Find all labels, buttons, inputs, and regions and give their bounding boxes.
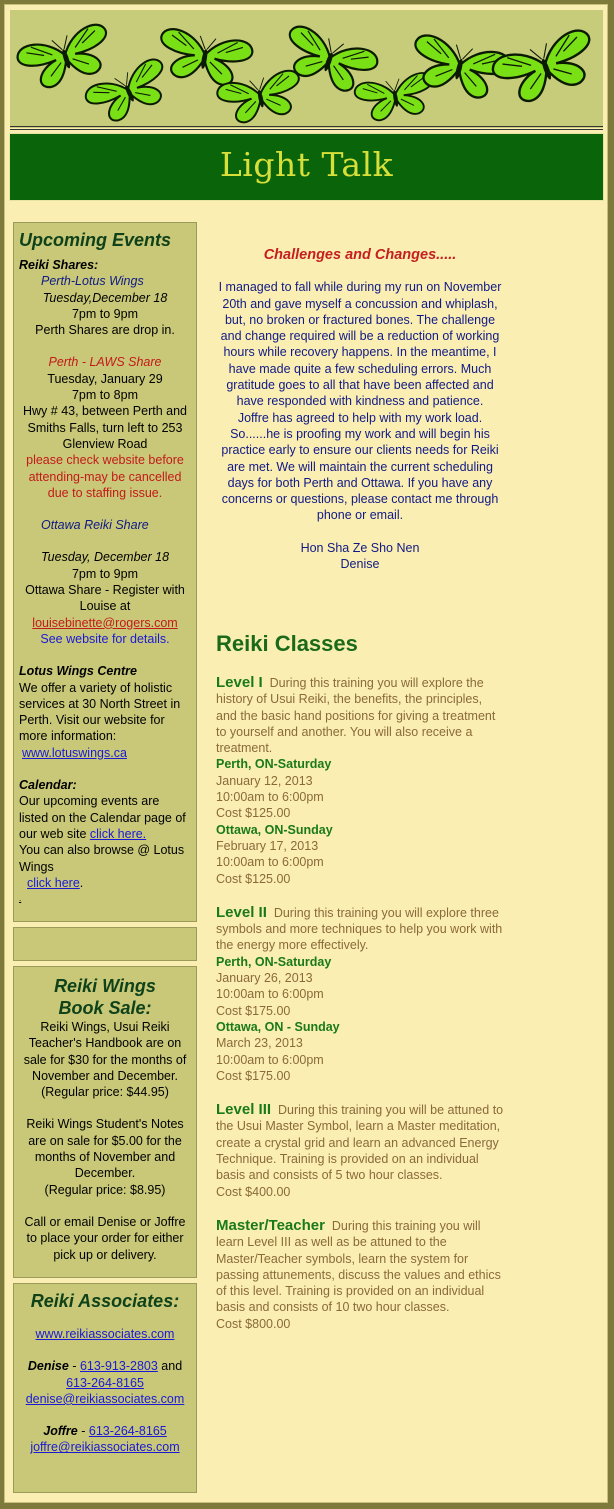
- perth-laws-time: 7pm to 8pm: [71, 388, 138, 403]
- joffre-name: Joffre: [43, 1424, 78, 1439]
- and-text: and: [161, 1359, 183, 1374]
- article: [214, 247, 506, 572]
- level1-block: [216, 675, 506, 887]
- associates-heading: Reiki Associates:: [30, 1291, 180, 1311]
- banner-divider: [10, 126, 603, 127]
- perth-laws-name: Perth - LAWS Share: [48, 355, 162, 370]
- level1-title: Level I: [216, 674, 263, 691]
- joffre-phone-link[interactable]: 613-264-8165: [88, 1424, 167, 1439]
- level3-block: [216, 1102, 506, 1200]
- calendar-title: Calendar:: [19, 778, 77, 793]
- perth-lotus-time: 7pm to 9pm: [71, 306, 138, 321]
- page-frame: [4, 4, 608, 1503]
- level2-date1: January 26, 2013: [216, 971, 313, 986]
- perth-laws-date: Tuesday, January 29: [47, 371, 163, 386]
- article-p2: Joffre has agreed to help with my work load. So......he is proofing my work and will begin his practice early to ensure our clients needs for Reiki are met. We will maintain the current scheduling days for both Perth and Ottawa. If you have any concerns or questions, please contact me through phone or email.: [221, 410, 499, 523]
- article-title: Challenges and Changes.....: [263, 247, 457, 263]
- article-signoff: Hon Sha Ze Sho Nen: [300, 540, 420, 555]
- associates-website-link[interactable]: www.reikiassociates.com: [35, 1327, 175, 1341]
- level2-title: Level II: [216, 903, 267, 921]
- article-p1: I managed to fall while during my run on November 20th and gave myself a concussion and whiplash, but, no broken or fractured bones. The challenge and change required will be a reduction of working hours while recovery happens. In the meantime, I have made quite a few scheduling errors. Much gratitude goes to all that have been affected and have responded with kindness and patience.: [218, 280, 502, 409]
- level1-desc: During this training you will explore the history of Usui Reiki, the benefits, the principles, and the basic hand positions for giving a treatment to yourself and another. You will also receive a treatment.: [216, 676, 496, 756]
- level1-cost2: Cost $125.00: [216, 871, 291, 886]
- ottawa-share-note: Ottawa Share - Register with Louise at: [25, 583, 185, 614]
- louise-email-link[interactable]: louisebinette@rogers.com: [32, 615, 178, 630]
- ottawa-share-name: Ottawa Reiki Share: [41, 518, 149, 533]
- perth-laws-address: Hwy # 43, between Perth and Smiths Falls, turn left to 253 Glenview Road: [23, 404, 187, 451]
- classes-heading: Reiki Classes: [216, 631, 358, 656]
- master-cost: Cost $800.00: [216, 1316, 291, 1331]
- joffre-email-link[interactable]: joffre@reikiassociates.com: [30, 1440, 180, 1455]
- level2-cost2: Cost $175.00: [216, 1068, 291, 1083]
- calendar-link[interactable]: click here.: [89, 826, 147, 841]
- perth-lotus-name: Perth-Lotus Wings: [41, 274, 144, 289]
- denise-phone-link[interactable]: 613-913-2803: [79, 1359, 158, 1374]
- lotuswings-calendar-link[interactable]: click here: [27, 875, 80, 890]
- level2-time2: 10:00am to 6:00pm: [216, 1052, 324, 1067]
- book-sale-p2: Reiki Wings Student's Notes are on sale for $5.00 for the months of November and December.: [26, 1117, 184, 1181]
- level2-date2: March 23, 2013: [216, 1036, 303, 1051]
- master-title: Master/Teacher: [216, 1216, 325, 1234]
- butterfly-icon: [155, 27, 254, 89]
- level2-desc: During this training you will explore three symbols and more techniques to help you work with the energy more effectively.: [216, 905, 503, 953]
- ottawa-share-date: Tuesday, December 18: [40, 550, 170, 565]
- book-sale-p1: Reiki Wings, Usui Reiki Teacher's Handbook are on sale for $30 for the months of November and December.: [23, 1020, 187, 1083]
- perth-lotus-note: Perth Shares are drop in.: [35, 323, 175, 338]
- level2-block: [216, 905, 506, 1084]
- perth-laws-warning: please check website before attending-may be cancelled due to staffing issue.: [26, 453, 184, 500]
- level1-cost1: Cost $125.00: [216, 806, 291, 821]
- denise-phone2-link[interactable]: 613-264-8165: [66, 1375, 144, 1390]
- butterfly-banner: [10, 10, 603, 128]
- banner-divider: [10, 129, 603, 130]
- book-sale-p3: Call or email Denise or Joffre to place your order for either pick up or delivery.: [24, 1214, 186, 1262]
- reiki-shares-label: Reiki Shares:: [19, 258, 99, 272]
- calendar-text2: You can also browse @ Lotus Wings: [19, 843, 185, 874]
- level1-date1: January 12, 2013: [216, 773, 313, 788]
- tiny-link[interactable]: .: [19, 894, 22, 904]
- calendar-text: Our upcoming events are listed on the Calendar page of our web site click here.: [19, 794, 186, 841]
- denise-email-link[interactable]: denise@reikiassociates.com: [25, 1391, 185, 1406]
- lotuswings-link[interactable]: www.lotuswings.ca: [22, 745, 127, 760]
- upcoming-events-heading: Upcoming Events: [19, 230, 172, 250]
- level1-date2: February 17, 2013: [216, 838, 319, 853]
- book-sale-heading: Reiki Wings Book Sale:: [54, 976, 156, 1018]
- level2-loc2: Ottawa, ON - Sunday: [216, 1019, 340, 1034]
- book-sale-p2-regular: (Regular price: $8.95): [44, 1182, 166, 1197]
- book-sale-box: [13, 966, 197, 1278]
- lotus-centre-title: Lotus Wings Centre: [19, 664, 137, 679]
- level1-time2: 10:00am to 6:00pm: [216, 855, 324, 870]
- level2-cost1: Cost $175.00: [216, 1003, 291, 1018]
- title-bar: [9, 133, 604, 201]
- book-sale-p1-regular: (Regular price: $44.95): [41, 1085, 169, 1100]
- level3-cost: Cost $400.00: [216, 1184, 291, 1199]
- denise-name: Denise: [27, 1359, 69, 1374]
- master-desc: During this training you will learn Level III as well as be attuned to the Master/Teacher symbols, learn the system for passing attunements, discuss the values and ethics of this level. Training is provided on an individual basis and consists of 10 two hour classes.: [216, 1218, 501, 1315]
- butterfly-icon: [490, 27, 603, 110]
- level3-desc: During this training you will be attuned to the Usui Master Symbol, learn a Master meditation, create a crystal grid and learn an advanced Energy Technique. Training is provided on an individual basis and consists of 5 two hour classes.: [216, 1103, 504, 1183]
- perth-lotus-date: Tuesday,December 18: [42, 290, 168, 305]
- upcoming-events-box: Upcoming Events Reiki Shares: Perth-Lotus Wings Tuesday,December 18 7pm to 9pm Perth Shares are drop in. Perth - LAWS Share Tuesday, January 29 7pm to 8pm Hwy # 43, between Perth and Smiths Falls, turn left to 253 Glenview Road please check website before attending-may be cancelled due to staffing issue. Ottawa Reiki Share Tuesday, December 18 7pm to 9pm Ottawa Share - Register with Louise at louisebinette@rogers.com See website for details. Lotus Wings Centre We offer a variety of holistic services at 30 North Street in Perth. Visit our website for more information: www.lotuswings.ca Calendar: Our upcoming events are listed on the Calendar page of our web site click here. You can also browse @ Lotus Wings click here. .: [13, 222, 197, 922]
- butterfly-banner-art: [10, 10, 603, 128]
- empty-sidebar-box: [13, 927, 197, 961]
- level1-loc1: Perth, ON-Saturday: [216, 757, 332, 772]
- ottawa-share-time: 7pm to 9pm: [71, 566, 138, 581]
- level1-time1: 10:00am to 6:00pm: [216, 790, 324, 805]
- reiki-classes: [216, 631, 506, 1350]
- level2-time1: 10:00am to 6:00pm: [216, 987, 324, 1002]
- site-title: Light Talk: [219, 145, 394, 184]
- article-author: Denise: [340, 557, 380, 572]
- level1-loc2: Ottawa, ON-Sunday: [216, 822, 333, 837]
- level3-title: Level III: [216, 1101, 272, 1119]
- level2-loc1: Perth, ON-Saturday: [216, 954, 332, 969]
- lotus-centre-text: We offer a variety of holistic services at 30 North Street in Perth. Visit our website for more information:: [19, 680, 181, 744]
- associates-box: Reiki Associates: www.reikiassociates.com Denise - 613-913-2803 and 613-264-8165 denise@reikiassociates.com Joffre - 613-264-8165 joffre@reikiassociates.com: [13, 1283, 197, 1493]
- ottawa-website-link[interactable]: See website for details.: [40, 631, 170, 646]
- master-block: [216, 1218, 506, 1332]
